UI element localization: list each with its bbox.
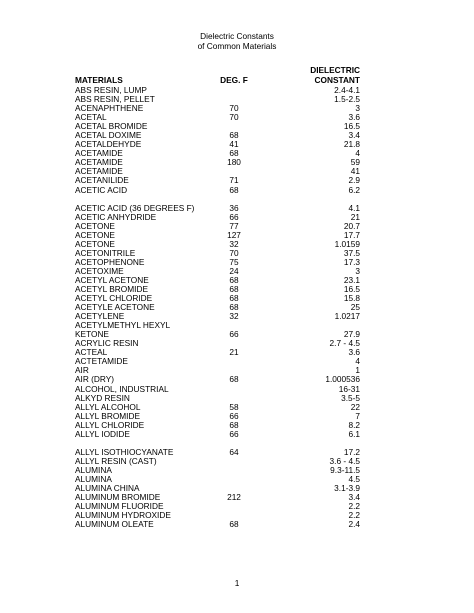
material-cell: ALLYL RESIN (CAST) (75, 455, 157, 466)
material-cell: ACETYL BROMIDE (75, 283, 148, 294)
material-cell: ABS RESIN, LUMP (75, 85, 147, 95)
constant-cell: 6.2 (348, 184, 360, 195)
constant-cell: 7 (355, 410, 360, 421)
constant-cell: 23.1 (343, 274, 360, 285)
table-row (0, 113, 474, 122)
constant-cell: 37.5 (343, 247, 360, 258)
deg-cell: 180 (227, 157, 241, 168)
material-cell: ACETYLENE (75, 311, 125, 322)
deg-cell: 68 (229, 419, 239, 430)
constant-cell: 16.5 (343, 283, 360, 294)
constant-cell: 8.2 (348, 419, 360, 430)
deg-cell: 212 (227, 492, 241, 503)
constant-cell: 16-31 (338, 383, 360, 394)
deg-cell: 36 (229, 202, 239, 213)
constant-cell: 3.6 (348, 112, 360, 123)
deg-cell: 70 (229, 103, 239, 114)
deg-cell: 68 (229, 374, 239, 385)
material-cell: ACETAL BROMIDE (75, 121, 148, 132)
constant-cell: 3 (355, 265, 360, 276)
deg-cell: 68 (229, 519, 239, 530)
constant-cell: 1.0217 (334, 311, 360, 322)
material-cell: ALLYL BROMIDE (75, 410, 141, 421)
material-cell: ALUMINA (75, 464, 112, 475)
table-row (0, 385, 474, 394)
constant-cell: 22 (350, 401, 360, 412)
material-cell: ACETANILIDE (75, 175, 129, 186)
table-row (0, 493, 474, 502)
constant-cell: 6.1 (348, 428, 360, 439)
deg-cell: 68 (229, 148, 239, 159)
material-cell: ACETIC ANHYDRIDE (75, 211, 157, 222)
material-cell: ACETAMIDE (75, 157, 123, 168)
table-row (0, 357, 474, 366)
constant-cell: 4.1 (348, 202, 360, 213)
material-cell: ALUMINUM BROMIDE (75, 492, 161, 503)
constant-cell: 2.2 (348, 501, 360, 512)
constant-cell: 59 (350, 157, 360, 168)
constant-cell: 25 (350, 302, 360, 313)
materials-table (0, 86, 474, 529)
constant-cell: 2.2 (348, 510, 360, 521)
material-cell: ACTEAL (75, 347, 108, 358)
constant-cell: 21 (350, 211, 360, 222)
material-cell: ALLYL ALCOHOL (75, 401, 141, 412)
table-row (0, 375, 474, 384)
table-row (0, 312, 474, 321)
material-cell: ACETOXIME (75, 265, 124, 276)
material-cell: ALUMINUM OLEATE (75, 519, 154, 530)
document-title: Dielectric Constants (200, 31, 274, 41)
material-cell: ACETAMIDE (75, 148, 123, 159)
deg-cell: 21 (229, 347, 239, 358)
constant-cell: 2.7 - 4.5 (329, 338, 360, 349)
table-row (0, 475, 474, 484)
table-row (0, 448, 474, 457)
constant-cell: 3.4 (348, 130, 360, 141)
deg-cell: 66 (229, 410, 239, 421)
material-cell: ACENAPHTHENE (75, 103, 144, 114)
material-cell: ALCOHOL, INDUSTRIAL (75, 383, 169, 394)
header-dielectric: DIELECTRIC (310, 65, 360, 75)
material-cell: ACETYL CHLORIDE (75, 293, 153, 304)
material-cell: ACETIC ACID (75, 184, 128, 195)
constant-cell: 16.5 (343, 121, 360, 132)
header-deg-f: DEG. F (220, 75, 248, 85)
header-constant: CONSTANT (314, 75, 360, 85)
material-cell: ACTETAMIDE (75, 356, 128, 367)
table-row (0, 430, 474, 439)
constant-cell: 1 (355, 365, 360, 376)
constant-cell: 17.7 (343, 229, 360, 240)
constant-cell: 1.0159 (334, 238, 360, 249)
constant-cell: 27.9 (343, 329, 360, 340)
constant-cell: 15.8 (343, 293, 360, 304)
material-cell: ALKYD RESIN (75, 392, 130, 403)
deg-cell: 68 (229, 283, 239, 294)
material-cell: KETONE (75, 329, 109, 340)
material-cell: AIR (75, 365, 89, 376)
table-row (0, 348, 474, 357)
material-cell: ALUMINA CHINA (75, 482, 140, 493)
deg-cell: 68 (229, 184, 239, 195)
table-row (0, 330, 474, 339)
material-cell: ACETONE (75, 238, 115, 249)
deg-cell: 75 (229, 256, 239, 267)
table-row (0, 520, 474, 529)
constant-cell: 3.6 (348, 347, 360, 358)
constant-cell: 3.6 - 4.5 (329, 455, 360, 466)
material-cell: ALUMINA (75, 473, 112, 484)
constant-cell: 3.4 (348, 492, 360, 503)
material-cell: ALLYL CHLORIDE (75, 419, 145, 430)
constant-cell: 4 (355, 148, 360, 159)
deg-cell: 68 (229, 302, 239, 313)
constant-cell: 2.4 (348, 519, 360, 530)
material-cell: ALUMINUM HYDROXIDE (75, 510, 171, 521)
deg-cell: 68 (229, 130, 239, 141)
deg-cell: 68 (229, 293, 239, 304)
material-cell: ACETAL DOXIME (75, 130, 142, 141)
deg-cell: 41 (229, 139, 239, 150)
material-cell: ACETYLE ACETONE (75, 302, 155, 313)
constant-cell: 2.9 (348, 175, 360, 186)
deg-cell: 66 (229, 428, 239, 439)
table-row (0, 158, 474, 167)
material-cell: ACETYL ACETONE (75, 274, 149, 285)
deg-cell: 77 (229, 220, 239, 231)
document-subtitle: of Common Materials (197, 41, 277, 51)
deg-cell: 127 (227, 229, 241, 240)
constant-cell: 1.000536 (325, 374, 360, 385)
material-cell: ACETONITRILE (75, 247, 136, 258)
header-materials: MATERIALS (75, 75, 123, 85)
material-cell: ACETALDEHYDE (75, 139, 142, 150)
deg-cell: 66 (229, 329, 239, 340)
constant-cell: 20.7 (343, 220, 360, 231)
constant-cell: 21.8 (343, 139, 360, 150)
constant-cell: 4 (355, 356, 360, 367)
constant-cell: 17.2 (343, 446, 360, 457)
material-cell: ACETOPHENONE (75, 256, 145, 267)
material-cell: ACETAMIDE (75, 166, 123, 177)
material-cell: ACETYLMETHYL HEXYL (75, 320, 171, 331)
constant-cell: 41 (350, 166, 360, 177)
material-cell: AIR (DRY) (75, 374, 115, 385)
material-cell: ACRYLIC RESIN (75, 338, 139, 349)
material-cell: ACETIC ACID (36 DEGREES F) (75, 202, 195, 213)
constant-cell: 17.3 (343, 256, 360, 267)
material-cell: ACETONE (75, 229, 115, 240)
deg-cell: 58 (229, 401, 239, 412)
table-row (0, 186, 474, 195)
page-number: 1 (234, 578, 240, 588)
material-cell: ALLYL IODIDE (75, 428, 130, 439)
constant-cell: 4.5 (348, 473, 360, 484)
constant-cell: 3.1-3.9 (334, 482, 360, 493)
table-row (0, 502, 474, 511)
table-row (0, 86, 474, 95)
material-cell: ALLYL ISOTHIOCYANATE (75, 446, 174, 457)
deg-cell: 70 (229, 247, 239, 258)
deg-cell: 71 (229, 175, 239, 186)
deg-cell: 32 (229, 238, 239, 249)
material-cell: ABS RESIN, PELLET (75, 94, 155, 105)
deg-cell: 68 (229, 274, 239, 285)
deg-cell: 32 (229, 311, 239, 322)
material-cell: ACETONE (75, 220, 115, 231)
constant-cell: 9.3-11.5 (330, 464, 360, 475)
material-cell: ACETAL (75, 112, 107, 123)
table-row (0, 466, 474, 475)
deg-cell: 24 (229, 265, 239, 276)
constant-cell: 3.5-5 (341, 392, 360, 403)
material-cell: ALUMINUM FLUORIDE (75, 501, 164, 512)
constant-cell: 3 (355, 103, 360, 114)
constant-cell: 1.5-2.5 (334, 94, 360, 105)
deg-cell: 66 (229, 211, 239, 222)
table-row (0, 457, 474, 466)
constant-cell: 2.4-4.1 (334, 85, 360, 95)
deg-cell: 64 (229, 446, 239, 457)
deg-cell: 70 (229, 112, 239, 123)
